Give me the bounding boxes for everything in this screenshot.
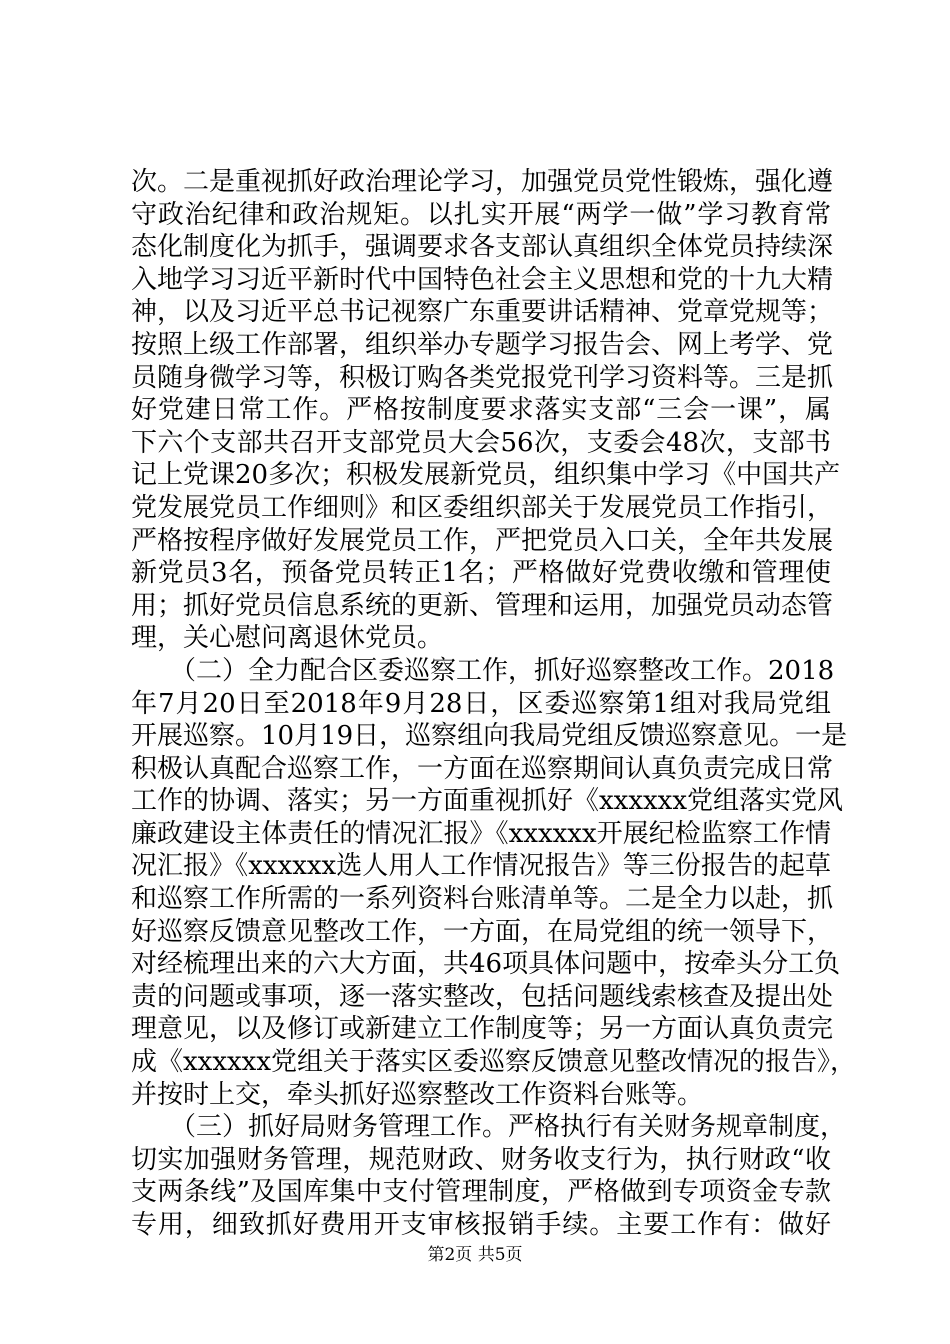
text-line: 支两条线”及国库集中支付管理制度，严格做到专项资金专款 — [131, 1177, 831, 1208]
text-line: （三）抓好局财务管理工作。严格执行有关财务规章制度， — [131, 1112, 847, 1143]
text-line: 专用，细致抓好费用开支审核报销手续。主要工作有：做好 — [131, 1210, 831, 1240]
text-line: 和巡察工作所需的一系列资料台账清单等。二是全力以赴，抓 — [131, 884, 834, 915]
text-line: 员随身微学习等，积极订购各类党报党刊学习资料等。三是抓 — [131, 362, 834, 393]
text-line: 积极认真配合巡察工作，一方面在巡察期间认真负责完成日常 — [131, 753, 834, 784]
text-line: 年7月20日至2018年9月28日，区委巡察第1组对我局党组 — [131, 688, 831, 719]
text-line: 严格按程序做好发展党员工作，严把党员入口关，全年共发展 — [131, 525, 834, 556]
text-line: 工作的协调、落实；另一方面重视抓好《xxxxxx党组落实党风 — [131, 786, 843, 817]
text-line: 对经梳理出来的六大方面，共46项具体问题中，按牵头分工负 — [131, 949, 841, 980]
text-line: 并按时上交，牵头抓好巡察整改工作资料台账等。 — [131, 1079, 704, 1110]
text-line: 理意见，以及修订或新建立工作制度等；另一方面认真负责完 — [131, 1014, 834, 1045]
text-line: 成《xxxxxx党组关于落实区委巡察反馈意见整改情况的报告》， — [131, 1047, 856, 1078]
text-line: 好党建日常工作。严格按制度要求落实支部“三会一课”，属 — [131, 395, 831, 426]
document-body — [131, 166, 856, 1242]
text-line: 党发展党员工作细则》和区委组织部关于发展党员工作指引， — [131, 492, 834, 523]
text-line: 理，关心慰问离退休党员。 — [131, 623, 444, 654]
text-line: 况汇报》《xxxxxx选人用人工作情况报告》等三份报告的起草 — [131, 851, 831, 882]
text-line: 下六个支部共召开支部党员大会56次，支委会48次，支部书 — [131, 427, 831, 458]
text-line: 记上党课20多次；积极发展新党员，组织集中学习《中国共产 — [131, 460, 841, 491]
text-line: 入地学习习近平新时代中国特色社会主义思想和党的十九大精 — [131, 264, 834, 295]
page-footer — [0, 1240, 950, 1265]
text-line: 按照上级工作部署，组织举办专题学习报告会、网上考学、党 — [131, 329, 834, 360]
text-line: 次。二是重视抓好政治理论学习，加强党员党性锻炼，强化遵 — [131, 167, 834, 197]
text-line: 用；抓好党员信息系统的更新、管理和运用，加强党员动态管 — [131, 590, 834, 621]
text-line: 廉政建设主体责任的情况汇报》《xxxxxx开展纪检监察工作情 — [131, 818, 831, 849]
text-line: 守政治纪律和政治规矩。以扎实开展“两学一做”学习教育常 — [131, 199, 831, 230]
text-line: 神，以及习近平总书记视察广东重要讲话精神、党章党规等； — [131, 297, 834, 328]
text-line: 好巡察反馈意见整改工作，一方面，在局党组的统一领导下， — [131, 916, 834, 947]
text-line: 责的问题或事项，逐一落实整改，包括问题线索核查及提出处 — [131, 981, 834, 1012]
text-line: （二）全力配合区委巡察工作，抓好巡察整改工作。2018 — [131, 655, 835, 686]
text-line: 切实加强财务管理，规范财政、财务收支行为，执行财政“收 — [131, 1144, 831, 1175]
text-line: 开展巡察。10月19日，巡察组向我局党组反馈巡察意见。一是 — [131, 721, 848, 752]
text-line: 态化制度化为抓手，强调要求各支部认真组织全体党员持续深 — [131, 232, 834, 263]
page-number: 第2页 共5页 — [427, 1245, 523, 1265]
text-line: 新党员3名，预备党员转正1名；严格做好党费收缴和管理使 — [131, 558, 831, 589]
